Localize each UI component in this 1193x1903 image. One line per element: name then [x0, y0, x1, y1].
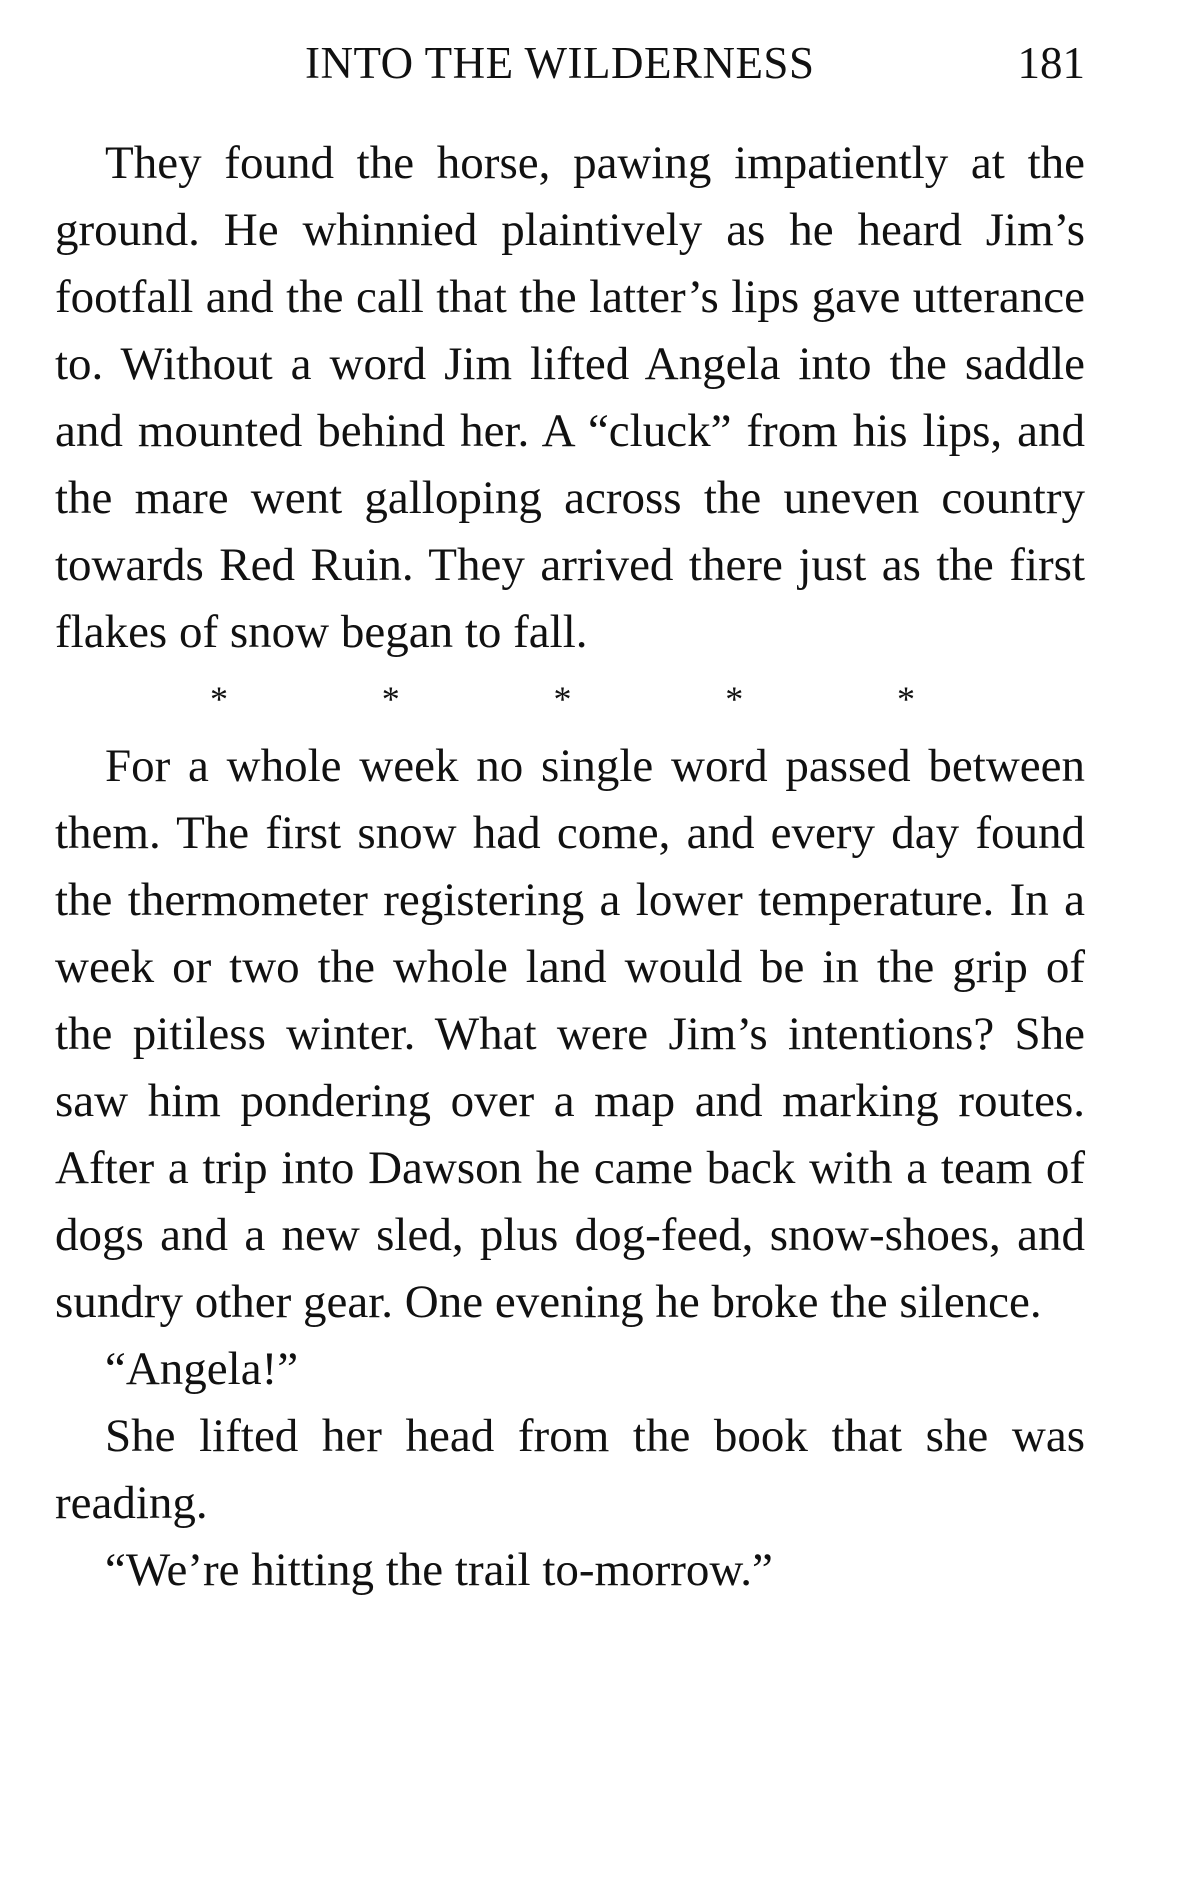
running-title: INTO THE WILDERNESS: [305, 38, 815, 88]
paragraph-dialogue-angela: “Angela!”: [105, 1343, 299, 1395]
asterisk-mark: *: [381, 679, 400, 719]
page-number: 181: [1017, 38, 1085, 88]
asterisk-mark: *: [725, 679, 744, 719]
asterisk-mark: *: [553, 679, 572, 719]
paragraph-lifted-head: She lifted her head from the book that she was reading.: [55, 1410, 1085, 1529]
asterisk-mark: *: [210, 679, 228, 719]
body-text: [55, 130, 1085, 1604]
paragraph-horse: They found the horse, pawing impatiently at the ground. He whinnied plaintively as he heard Jim’s footfall and the call that the latter’s lips gave utterance to. Without a word Jim lifted Angela into the saddle and mounted behind her. A “cluck” from his lips, and the mare went galloping across the uneven country towards Red Ruin. They arrived there just as the first flakes of snow began to fall.: [55, 137, 1085, 658]
paragraph-dialogue-trail: “We’re hitting the trail to-morrow.”: [105, 1544, 773, 1596]
asterisk-mark: *: [897, 679, 915, 719]
section-separator: [210, 666, 915, 733]
paragraph-week: For a whole week no single word passed between them. The first snow had come, and every day found the thermometer registering a lower temperature. In a week or two the whole land would be in the grip of the pitiless winter. What were Jim’s intentions? She saw him pondering over a map and marking routes. After a trip into Dawson he came back with a team of dogs and a new sled, plus dog-feed, snow-shoes, and sundry other gear. One evening he broke the silence.: [55, 740, 1085, 1328]
running-header: [55, 30, 1085, 90]
